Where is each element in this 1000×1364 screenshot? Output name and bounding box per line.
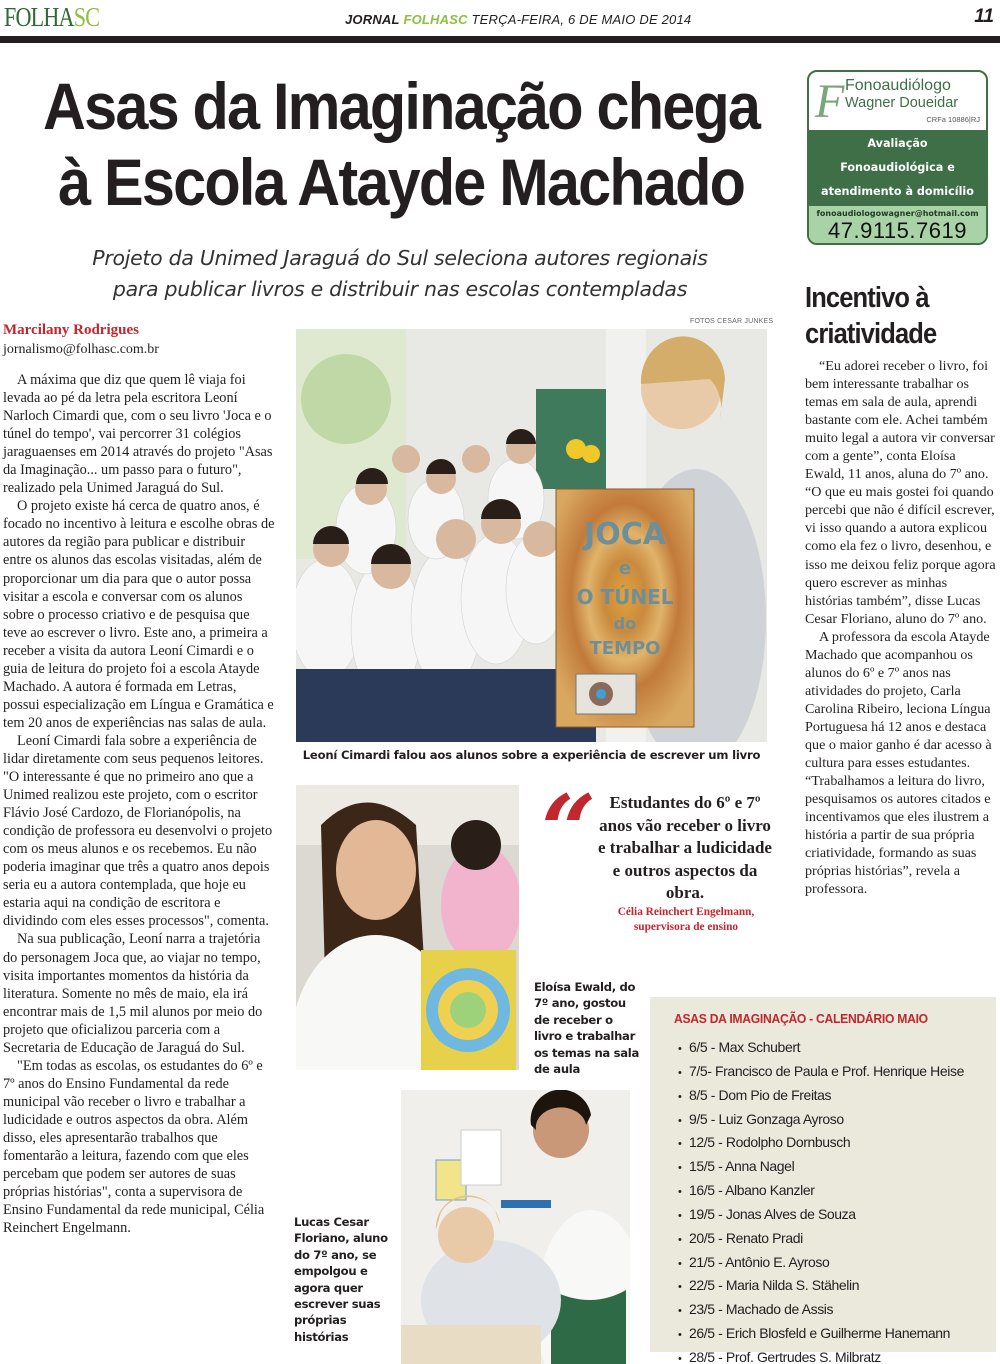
subhead-line-2: para publicar livros e distribuir nas escolas contempladas <box>112 277 688 301</box>
girl-photo-illustration <box>296 785 519 1070</box>
ad-profession: Fonoaudiólogo <box>845 77 951 94</box>
calendar-item-text: 23/5 - Machado de Assis <box>689 1301 834 1318</box>
calendar-item <box>678 1323 964 1347</box>
calendar-title: ASAS DA IMAGINAÇÃO - CALENDÁRIO MAIO <box>674 1011 928 1026</box>
calendar-item <box>678 1156 964 1180</box>
bullet-icon: • <box>678 1352 682 1364</box>
calendar-item <box>678 1347 964 1364</box>
calendar-item-text: 20/5 - Renato Pradi <box>689 1229 803 1246</box>
poster-text <box>577 517 674 659</box>
subheadline <box>10 243 790 305</box>
ad-phone[interactable]: 47.9115.7619 <box>828 218 967 243</box>
calendar-item-text: 12/5 - Rodolpho Dornbusch <box>689 1134 851 1151</box>
article-paragraph: Leoní Cimardi fala sobre a experiência de lidar diretamente com seus pequenos leitores. "O interessante é que no primeiro ano que a Unimed realizou este projeto, com o escritor Flávio José Cardozo, de Florianópolis, na condição de professora eu desenvolvi o projeto com os meus alunos e os recebemos. Eu não poderia imaginar que três a quatro anos depois seria eu a autora contemplada, que hoje eu estaria aqui na condição de escritora e dividindo com eles esses processos", comenta. <box>3 732 273 930</box>
calendar-item-text: 9/5 - Luiz Gonzaga Ayroso <box>689 1110 844 1127</box>
teacher-student-photo-illustration <box>401 1090 630 1364</box>
calendar-item-text: 21/5 - Antônio E. Ayroso <box>689 1253 830 1270</box>
ad-service-line-3: atendimento à domicílio <box>821 185 974 198</box>
dateline <box>345 12 691 27</box>
main-photo <box>296 329 767 742</box>
calendar-item-text: 15/5 - Anna Nagel <box>689 1158 795 1175</box>
calendar-item <box>678 1109 964 1133</box>
page-number: 11 <box>974 6 994 27</box>
bullet-icon: • <box>678 1305 682 1318</box>
headline-line-2: à Escola Atayde Machado <box>58 145 745 219</box>
quote-mark-icon: “ <box>541 774 591 887</box>
student-photo-eloisa <box>296 785 519 1070</box>
ad-service-line-2: Fonoaudiológica e <box>840 161 955 174</box>
poster-do: do <box>613 614 637 633</box>
calendar-item <box>678 1299 964 1323</box>
sidebar-title <box>805 280 999 352</box>
calendar-item <box>678 1228 964 1252</box>
headline <box>6 68 796 220</box>
bullet-icon: • <box>678 1162 682 1175</box>
article-paragraph: Na sua publicação, Leoní narra a trajetória do personagem Joca que, ao viajar no tempo, visita importantes momentos da história da literatura. Somente no mês de maio, ela irá encontrar mais de 1,5 mil alunos por meio do projeto que oficializou parceria com a Secretaria de Educação de Jaraguá do Sul. <box>3 931 263 1056</box>
bullet-icon: • <box>678 1043 682 1055</box>
ad-header <box>809 72 986 130</box>
sidebar-title-line-1: Incentivo à <box>805 282 929 314</box>
calendar-item <box>678 1252 964 1276</box>
sidebar-paragraph: “Eu adorei receber o livro, foi bem interessante trabalhar os temas em sala de aula, aprendi bastante com ele. Achei também muito legal a autora vir conversar com a gente”, conta Eloísa Ewald, 11 anos, aluna do 7º ano. “O que eu mais gostei foi quando percebi que não é difícil escrever, vi isso quando a autora explicou como ela fez o livro, desenhou, e isso me deixou feliz porque agora quero escrever as minhas histórias também”, disse Lucas Cesar Floriano, aluno do 7º ano. <box>805 358 996 627</box>
ad-name: Wagner Doueidar <box>845 95 959 111</box>
article-paragraph: O projeto existe há cerca de quatro anos, é focado no incentivo à leitura e escolhe obras de autores da região para publicar e distribuir entre os alunos das escolas visitadas, além de proporcionar um dia para que o autor possa visitar a escola e conversar com os alunos sobre o processo criativo e de pesquisa que teve ao escrever o livro. Este ano, a primeira a receber a visita da autora Leoní Cimardi e o guia de leitura do projeto foi a escola Atayde Machado. A autora é formada em Letras, possui especialização em Língua e Gramática e tem 20 anos de experiências nas salas de aula. <box>3 498 275 731</box>
bullet-icon: • <box>678 1138 682 1151</box>
calendar-item-text: 22/5 - Maria Nilda S. Stähelin <box>689 1277 860 1294</box>
dateline-date: TERÇA-FEIRA, 6 DE MAIO DE 2014 <box>471 12 692 27</box>
calendar-list <box>678 1037 964 1364</box>
pull-quote-text: Estudantes do 6º e 7º anos vão receber o livro e trabalhar a ludicidade e outros aspectos da obra. <box>598 793 772 902</box>
sidebar-body <box>805 357 997 898</box>
byline-email[interactable]: jornalismo@folhasc.com.br <box>3 342 159 357</box>
ad-service-line-1: Avaliação <box>867 137 928 150</box>
calendar-item-text: 8/5 - Dom Pio de Freitas <box>689 1086 832 1103</box>
headline-line-1: Asas da Imaginação chega <box>43 69 760 143</box>
calendar-item <box>678 1037 964 1061</box>
poster-e: e <box>618 558 632 579</box>
article-paragraph: "Em todas as escolas, os estudantes do 6º e 7º anos do Ensino Fundamental da rede municipal vão receber o livro e trabalhar a ludicidade e outros aspectos da obra. Além disso, eles apresentarão trabalhos que fomentarão a leitura, fazendo com que eles percebam que podem ser autores de suas próprias histórias", conta a supervisora de Ensino Fundamental da rede municipal, Célia Reinchert Engelmann. <box>3 1057 265 1237</box>
student-photo-lucas-caption: Lucas Cesar Floriano, aluno do 7º ano, se empolgou e agora quer escrever suas próprias histórias <box>294 1215 388 1344</box>
masthead <box>0 0 1000 46</box>
bullet-icon: • <box>678 1066 682 1079</box>
calendar-item-text: 19/5 - Jonas Alves de Souza <box>689 1205 856 1222</box>
calendar-item <box>678 1085 964 1109</box>
advertisement <box>807 70 988 245</box>
bullet-icon: • <box>678 1114 682 1127</box>
calendar-item <box>678 1132 964 1156</box>
poster-title: JOCA <box>584 517 666 552</box>
ad-registration: CRFa 10886|RJ <box>926 115 980 124</box>
calendar-item-text: 26/5 - Erich Blosfeld e Guilherme Hanemann <box>689 1325 951 1342</box>
subhead-line-1: Projeto da Unimed Jaraguá do Sul seleciona autores regionais <box>92 246 708 270</box>
calendar-item-text: 6/5 - Max Schubert <box>689 1039 801 1055</box>
main-photo-caption: Leoní Cimardi falou aos alunos sobre a experiência de escrever um livro <box>302 748 761 762</box>
bullet-icon: • <box>678 1233 682 1246</box>
dateline-jornal: JORNAL <box>345 12 400 27</box>
calendar-item-text: 28/5 - Prof. Gertrudes S. Milbratz <box>689 1348 881 1364</box>
classroom-photo-illustration <box>296 329 767 742</box>
logo-sc: SC <box>73 2 100 32</box>
ad-contact <box>809 206 986 245</box>
bullet-icon: • <box>678 1186 682 1199</box>
calendar-item <box>678 1275 964 1299</box>
pull-quote-source <box>598 905 774 934</box>
logo-folha: FOLHA <box>4 2 74 32</box>
ad-monogram-logo: F <box>815 75 845 128</box>
bullet-icon: • <box>678 1329 682 1342</box>
bullet-icon: • <box>678 1281 682 1294</box>
ad-email[interactable]: fonoaudiologowagner@hotmail.com <box>816 209 979 218</box>
bullet-icon: • <box>678 1257 682 1270</box>
dateline-brand: FOLHASC <box>403 12 468 27</box>
pull-quote-source-name: Célia Reinchert Engelmann, <box>617 906 755 918</box>
student-photo-lucas <box>401 1090 630 1364</box>
byline-author: Marcilany Rodrigues <box>3 322 139 338</box>
bullet-icon: • <box>678 1209 682 1222</box>
article-body <box>3 371 275 1237</box>
bullet-icon: • <box>678 1090 682 1103</box>
masthead-rule <box>0 36 1000 43</box>
pull-quote-source-role: supervisora de ensino <box>633 920 739 933</box>
article-paragraph: A máxima que diz que quem lê viaja foi levada ao pé da letra pela escritora Leoní Narloch Cimardi que, com o seu livro 'Joca e o túnel do tempo', vai percorrer 31 colégios jaraguaenses em 2014 através do projeto "Asas da Imaginação... um passo para o futuro", realizado pela Unimed Jaraguá do Sul. <box>3 372 273 497</box>
calendar-item <box>678 1204 964 1228</box>
student-photo-eloisa-caption: Eloísa Ewald, do 7º ano, gostou de receber o livro e trabalhar os temas na sala de aula <box>534 980 639 1077</box>
poster-tunel: O TÚNEL <box>576 585 674 609</box>
calendar-item <box>678 1180 964 1204</box>
calendar-box <box>650 997 996 1364</box>
newspaper-logo <box>4 2 99 33</box>
poster-tempo: TEMPO <box>589 638 661 659</box>
sidebar-paragraph: A professora da escola Atayde Machado que acompanhou os alunos do 6º e 7º anos nas atividades do projeto, Carla Carolina Ribeiro, leciona Língua Portuguesa há 12 anos e destaca que o maior ganho é dar acesso à cultura para esses estudantes. “Trabalhamos a leitura do livro, pesquisamos os autores citados e incentivamos que eles ilustrem a história a partir de sua própria criatividade, formando as suas próprias histórias”, revela a professora. <box>805 628 992 898</box>
sidebar-title-line-2: criatividade <box>805 318 937 350</box>
calendar-item <box>678 1061 964 1085</box>
photo-credit: FOTOS CESAR JUNKES <box>690 318 774 325</box>
calendar-item-text: 7/5- Francisco de Paula e Prof. Henrique Heise <box>689 1062 964 1079</box>
ad-services <box>809 130 986 206</box>
calendar-item-text: 16/5 - Albano Kanzler <box>689 1182 815 1199</box>
